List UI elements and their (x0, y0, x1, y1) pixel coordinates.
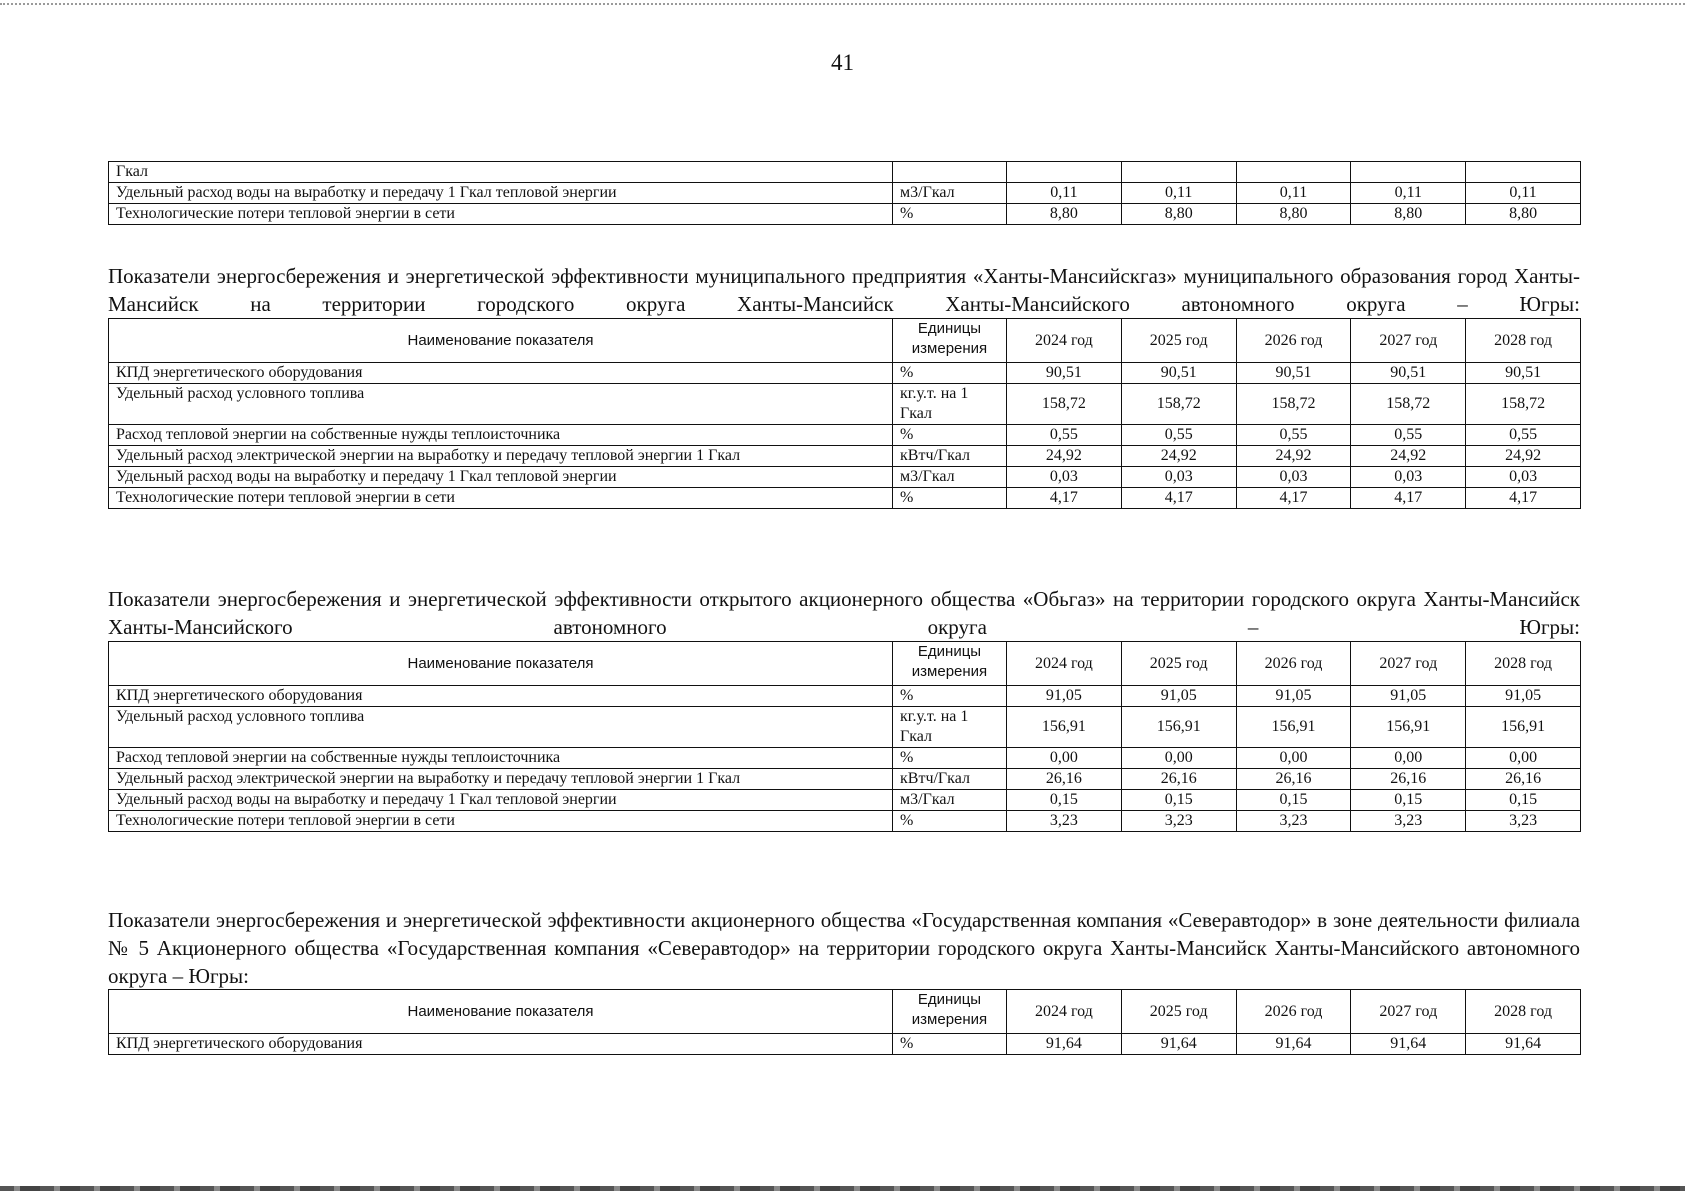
unit-cell: кВтч/Гкал (893, 769, 1007, 790)
value-cell: 8,80 (1121, 204, 1236, 225)
header-row (109, 990, 1581, 1034)
value-cell: 0,15 (1121, 790, 1236, 811)
unit-cell: % (893, 488, 1007, 509)
value-cell: 156,91 (1121, 707, 1236, 748)
indicator-name: КПД энергетического оборудования (109, 1034, 893, 1055)
column-header-unit: Единицы измерения (893, 642, 1007, 686)
table-row (109, 790, 1581, 811)
table-row (109, 384, 1581, 425)
value-cell: 0,15 (1466, 790, 1581, 811)
table-khanty-mansiyskgaz (108, 318, 1581, 509)
column-header-year: 2026 год (1236, 319, 1351, 363)
value-cell: 0,11 (1351, 183, 1466, 204)
value-cell: 26,16 (1351, 769, 1466, 790)
table-row (109, 1034, 1581, 1055)
value-cell: 0,11 (1236, 183, 1351, 204)
value-cell: 90,51 (1351, 363, 1466, 384)
column-header-year: 2024 год (1007, 990, 1122, 1034)
value-cell: 91,64 (1236, 1034, 1351, 1055)
value-cell (1121, 162, 1236, 183)
column-header-year: 2025 год (1121, 319, 1236, 363)
table-header (109, 642, 1581, 686)
table-row (109, 446, 1581, 467)
section-title-obgaz: Показатели энергосбережения и энергетической эффективности открытого акционерного общества «Обьгаз» на территории городского округа Ханты-Мансийск Ханты-Мансийского автономного округа – Югры: (108, 587, 1580, 639)
table-body (109, 1034, 1581, 1055)
value-cell: 0,03 (1007, 467, 1122, 488)
value-cell (1236, 162, 1351, 183)
value-cell: 0,03 (1351, 467, 1466, 488)
value-cell: 0,11 (1007, 183, 1122, 204)
indicator-name: Гкал (109, 162, 893, 183)
unit-cell: % (893, 363, 1007, 384)
header-row (109, 319, 1581, 363)
value-cell: 0,55 (1351, 425, 1466, 446)
unit-cell: м3/Гкал (893, 790, 1007, 811)
value-cell: 0,00 (1007, 748, 1122, 769)
value-cell: 0,11 (1121, 183, 1236, 204)
column-header-year: 2024 год (1007, 319, 1122, 363)
value-cell: 158,72 (1466, 384, 1581, 425)
table-row (109, 748, 1581, 769)
value-cell: 8,80 (1466, 204, 1581, 225)
column-header-year: 2024 год (1007, 642, 1122, 686)
value-cell: 3,23 (1351, 811, 1466, 832)
value-cell: 156,91 (1236, 707, 1351, 748)
unit-cell: % (893, 204, 1007, 225)
table-row (109, 488, 1581, 509)
value-cell (1007, 162, 1122, 183)
value-cell: 24,92 (1466, 446, 1581, 467)
page-number: 41 (831, 50, 854, 75)
value-cell: 24,92 (1121, 446, 1236, 467)
value-cell: 90,51 (1236, 363, 1351, 384)
value-cell: 26,16 (1236, 769, 1351, 790)
table-header (109, 990, 1581, 1034)
value-cell: 3,23 (1121, 811, 1236, 832)
top-scan-border (0, 3, 1685, 8)
column-header-year: 2028 год (1466, 642, 1581, 686)
table-row (109, 811, 1581, 832)
column-header-name: Наименование показателя (109, 642, 893, 686)
value-cell: 0,55 (1466, 425, 1581, 446)
table-body (109, 162, 1581, 225)
value-cell: 0,55 (1007, 425, 1122, 446)
value-cell: 0,03 (1466, 467, 1581, 488)
column-header-name: Наименование показателя (109, 319, 893, 363)
value-cell: 8,80 (1236, 204, 1351, 225)
value-cell: 158,72 (1007, 384, 1122, 425)
value-cell: 0,00 (1466, 748, 1581, 769)
value-cell: 158,72 (1121, 384, 1236, 425)
value-cell (1466, 162, 1581, 183)
indicator-name: КПД энергетического оборудования (109, 686, 893, 707)
column-header-year: 2027 год (1351, 319, 1466, 363)
unit-cell: % (893, 748, 1007, 769)
table-obgaz (108, 641, 1581, 832)
value-cell: 26,16 (1121, 769, 1236, 790)
value-cell: 0,00 (1236, 748, 1351, 769)
value-cell: 26,16 (1007, 769, 1122, 790)
unit-cell: кг.у.т. на 1 Гкал (893, 384, 1007, 425)
unit-cell (893, 162, 1007, 183)
unit-cell: % (893, 811, 1007, 832)
value-cell: 0,15 (1236, 790, 1351, 811)
table-continuation (108, 161, 1581, 225)
value-cell: 0,03 (1121, 467, 1236, 488)
column-header-unit: Единицы измерения (893, 990, 1007, 1034)
column-header-year: 2026 год (1236, 642, 1351, 686)
value-cell: 91,64 (1466, 1034, 1581, 1055)
unit-cell: кВтч/Гкал (893, 446, 1007, 467)
section-title-khanty-mansiyskgaz: Показатели энергосбережения и энергетической эффективности муниципального предприятия «Ханты-Мансийскгаз» муниципального образования город Ханты-Мансийск на территории городского округа Ханты-Мансийск Ханты-Мансийского автономного округа – Югры: (108, 264, 1580, 316)
value-cell: 158,72 (1351, 384, 1466, 425)
column-header-year: 2028 год (1466, 990, 1581, 1034)
value-cell: 0,03 (1236, 467, 1351, 488)
indicator-name: Технологические потери тепловой энергии в сети (109, 204, 893, 225)
value-cell: 91,64 (1007, 1034, 1122, 1055)
value-cell: 4,17 (1236, 488, 1351, 509)
table-row (109, 686, 1581, 707)
value-cell: 91,05 (1351, 686, 1466, 707)
unit-cell: % (893, 686, 1007, 707)
value-cell: 91,64 (1351, 1034, 1466, 1055)
column-header-name: Наименование показателя (109, 990, 893, 1034)
value-cell: 91,05 (1007, 686, 1122, 707)
table-row (109, 425, 1581, 446)
table-row (109, 467, 1581, 488)
header-row (109, 642, 1581, 686)
table-row (109, 204, 1581, 225)
indicator-name: Удельный расход воды на выработку и передачу 1 Гкал тепловой энергии (109, 183, 893, 204)
value-cell: 91,05 (1121, 686, 1236, 707)
table-row (109, 162, 1581, 183)
value-cell: 0,55 (1236, 425, 1351, 446)
unit-cell: кг.у.т. на 1 Гкал (893, 707, 1007, 748)
value-cell: 4,17 (1351, 488, 1466, 509)
column-header-year: 2026 год (1236, 990, 1351, 1034)
value-cell: 8,80 (1351, 204, 1466, 225)
unit-cell: м3/Гкал (893, 183, 1007, 204)
indicator-name: Технологические потери тепловой энергии в сети (109, 488, 893, 509)
column-header-year: 2027 год (1351, 642, 1466, 686)
column-header-year: 2025 год (1121, 642, 1236, 686)
indicator-name: Удельный расход электрической энергии на выработку и передачу тепловой энергии 1 Гкал (109, 769, 893, 790)
column-header-unit: Единицы измерения (893, 319, 1007, 363)
value-cell: 24,92 (1351, 446, 1466, 467)
indicator-name: Удельный расход условного топлива (109, 707, 893, 748)
value-cell: 91,05 (1236, 686, 1351, 707)
table-body (109, 686, 1581, 832)
value-cell: 90,51 (1121, 363, 1236, 384)
value-cell: 4,17 (1007, 488, 1122, 509)
indicator-name: Удельный расход электрической энергии на выработку и передачу тепловой энергии 1 Гкал (109, 446, 893, 467)
value-cell: 4,17 (1466, 488, 1581, 509)
table-row (109, 363, 1581, 384)
value-cell: 24,92 (1007, 446, 1122, 467)
value-cell: 3,23 (1007, 811, 1122, 832)
value-cell: 156,91 (1007, 707, 1122, 748)
indicator-name: Удельный расход условного топлива (109, 384, 893, 425)
table-header (109, 319, 1581, 363)
table-row (109, 707, 1581, 748)
table-row (109, 183, 1581, 204)
value-cell: 4,17 (1121, 488, 1236, 509)
value-cell: 8,80 (1007, 204, 1122, 225)
value-cell: 156,91 (1466, 707, 1581, 748)
value-cell: 0,55 (1121, 425, 1236, 446)
indicator-name: Технологические потери тепловой энергии в сети (109, 811, 893, 832)
value-cell: 158,72 (1236, 384, 1351, 425)
value-cell: 3,23 (1236, 811, 1351, 832)
indicator-name: Расход тепловой энергии на собственные нужды теплоисточника (109, 748, 893, 769)
unit-cell: м3/Гкал (893, 467, 1007, 488)
value-cell: 91,05 (1466, 686, 1581, 707)
value-cell: 0,11 (1466, 183, 1581, 204)
column-header-year: 2028 год (1466, 319, 1581, 363)
indicator-name: Расход тепловой энергии на собственные нужды теплоисточника (109, 425, 893, 446)
value-cell: 26,16 (1466, 769, 1581, 790)
value-cell: 90,51 (1466, 363, 1581, 384)
value-cell: 0,00 (1121, 748, 1236, 769)
value-cell: 0,15 (1351, 790, 1466, 811)
column-header-year: 2025 год (1121, 990, 1236, 1034)
value-cell: 3,23 (1466, 811, 1581, 832)
value-cell: 24,92 (1236, 446, 1351, 467)
value-cell: 90,51 (1007, 363, 1122, 384)
value-cell: 0,15 (1007, 790, 1122, 811)
value-cell: 156,91 (1351, 707, 1466, 748)
unit-cell: % (893, 1034, 1007, 1055)
indicator-name: Удельный расход воды на выработку и передачу 1 Гкал тепловой энергии (109, 467, 893, 488)
indicator-name: Удельный расход воды на выработку и передачу 1 Гкал тепловой энергии (109, 790, 893, 811)
value-cell (1351, 162, 1466, 183)
indicator-name: КПД энергетического оборудования (109, 363, 893, 384)
value-cell: 0,00 (1351, 748, 1466, 769)
bottom-scan-border (0, 1186, 1685, 1191)
table-body (109, 363, 1581, 509)
section-title-severavtodor: Показатели энергосбережения и энергетической эффективности акционерного общества «Государственная компания «Северавтодор» в зоне деятельности филиала № 5 Акционерного общества «Государственная компания «Северавтодор» на территории городского округа Ханты-Мансийск Ханты-Мансийского автономного округа – Югры: (108, 908, 1580, 988)
table-severavtodor (108, 989, 1581, 1055)
value-cell: 91,64 (1121, 1034, 1236, 1055)
table-row (109, 769, 1581, 790)
unit-cell: % (893, 425, 1007, 446)
column-header-year: 2027 год (1351, 990, 1466, 1034)
